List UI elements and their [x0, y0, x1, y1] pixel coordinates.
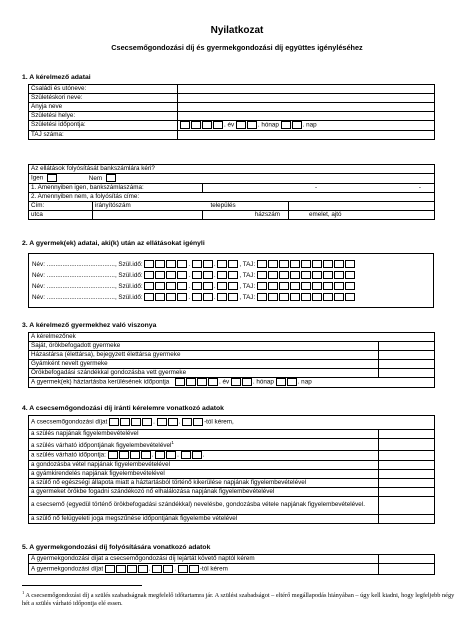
row-label: Családi és utóneve: [29, 85, 178, 94]
taj-field[interactable] [178, 130, 435, 139]
table-row [29, 416, 435, 430]
digit-box[interactable] [192, 260, 202, 268]
digit-box[interactable] [141, 451, 151, 459]
table-row [29, 439, 435, 451]
taj-label: , TAJ: [239, 261, 256, 268]
day-boxes[interactable] [281, 121, 303, 130]
digit-box[interactable] [334, 282, 344, 290]
row-label: Születési időpontja: [29, 121, 178, 131]
digit-box[interactable] [345, 260, 355, 268]
row-label: Saját, örökbefogadott gyermeke [29, 342, 379, 351]
child-taj-boxes[interactable] [257, 281, 356, 292]
month-boxes[interactable] [236, 121, 258, 130]
document-subtitle: Csecsemőgondozási díj és gyermekgondozási díj együttes igényléséhez [111, 43, 363, 52]
dob-label: , Szül.idő: [114, 283, 143, 290]
row-label: Örökbefogadási szándékkal gondozásba vett gyermeke [29, 369, 379, 378]
table-row [29, 378, 435, 388]
digit-box[interactable] [155, 260, 165, 268]
digit-box[interactable] [208, 378, 218, 386]
digit-box[interactable] [323, 260, 333, 268]
digit-box[interactable] [301, 271, 311, 279]
month-label: . hónap [252, 378, 274, 386]
yes-checkbox[interactable] [47, 174, 57, 182]
table-row [29, 103, 435, 112]
digit-box[interactable] [247, 121, 257, 129]
digit-box[interactable] [334, 271, 344, 279]
digit-box[interactable] [279, 260, 289, 268]
section-2-heading: 2. A gyermek(ek) adatai, aki(k) után az ellátásokat igényli [22, 240, 205, 247]
digit-box[interactable] [312, 293, 322, 301]
digit-box[interactable] [163, 565, 173, 573]
dob-label: , Szül.idő: [114, 294, 143, 301]
digit-box[interactable] [301, 260, 311, 268]
footnote-marker: 1 [22, 590, 25, 595]
digit-box[interactable] [166, 282, 176, 290]
bank-table [28, 164, 435, 220]
footnote-marker: 1 [171, 440, 174, 445]
row-label: Születési helye: [29, 112, 178, 121]
csed-label: A csecsemőgondozási díjat [31, 418, 108, 426]
digit-box[interactable] [217, 271, 227, 279]
digit-box[interactable] [268, 282, 278, 290]
mother-name-field[interactable] [178, 103, 435, 112]
digit-box[interactable] [334, 293, 344, 301]
gyed-table [28, 554, 435, 575]
bank-question: Az ellátások folyósítását bankszámlára kéri? [29, 165, 435, 174]
digit-box[interactable] [127, 565, 137, 573]
digit-box[interactable] [193, 418, 203, 426]
row-label: A gyermek(ek) háztartásba kerülésének időpontja [31, 378, 170, 386]
no-label: Nem [88, 174, 103, 182]
digit-box[interactable] [301, 293, 311, 301]
address-label: Cím: [29, 201, 93, 210]
year-label: . év [219, 378, 230, 386]
footnote-text: A csecsemőgondozási díj a szülés szabadságnak megfelelő időtartamra jár. A szülési szabadságot – eltérő megállapodás hiányában – úgy kell kiadni, hogy legfeljebb négy hét a szülés várható időpontja elé essen. [22, 592, 455, 608]
digit-box[interactable] [177, 260, 187, 268]
digit-box[interactable] [186, 378, 196, 386]
digit-box[interactable] [268, 260, 278, 268]
section-4-heading: 4. A csecsemőgondozási díj iránti kérelemre vonatkozó adatok [22, 405, 224, 412]
relationship-table [28, 332, 435, 388]
table-row [29, 333, 435, 342]
digit-box[interactable] [345, 271, 355, 279]
row-label: a gondozásba vétel napjának figyelembevételével [29, 460, 379, 469]
footnote [22, 589, 456, 608]
csed-table [28, 415, 435, 524]
digit-box[interactable] [192, 451, 202, 459]
digit-box[interactable] [182, 418, 192, 426]
digit-box[interactable] [345, 282, 355, 290]
row-label: Házastársa (élettársa), bejegyzett élettársa gyermeke [29, 351, 379, 360]
table-row [29, 496, 435, 514]
digit-box[interactable] [178, 565, 188, 573]
digit-box[interactable] [144, 260, 154, 268]
table-row [29, 165, 435, 174]
digit-box[interactable] [334, 260, 344, 268]
taj-label: , TAJ: [239, 294, 256, 301]
table-row [29, 201, 435, 210]
digit-box[interactable] [192, 282, 202, 290]
table-row [29, 487, 435, 496]
digit-box[interactable] [152, 565, 162, 573]
children-table [28, 253, 434, 308]
digit-box[interactable] [257, 293, 267, 301]
digit-box[interactable] [177, 282, 187, 290]
birthplace-field[interactable] [178, 112, 435, 121]
digit-box[interactable] [276, 378, 286, 386]
table-row [29, 369, 435, 378]
digit-box[interactable] [312, 260, 322, 268]
csed-tail: -tól kérem, [204, 418, 234, 426]
child-row[interactable] [32, 259, 430, 270]
start-date-boxes[interactable]: . . [109, 418, 204, 427]
child-name-label: Név: ....................................... [32, 261, 115, 268]
digit-box[interactable] [217, 293, 227, 301]
digit-box[interactable] [290, 260, 300, 268]
child-date-boxes[interactable]: . . [144, 270, 239, 281]
row-label: a szülés napjának figyelembevételével [29, 430, 379, 439]
option-checkbox[interactable] [379, 496, 435, 514]
digit-box[interactable] [203, 293, 213, 301]
bank-account-label: 1. Amennyiben igen, bankszámlaszáma: [29, 183, 203, 192]
section-5-heading: 5. A gyermekgondozási díj folyósítására vonatkozó adatok [22, 544, 211, 551]
adoption-child-checkbox[interactable] [379, 369, 435, 378]
digit-box[interactable] [257, 282, 267, 290]
table-row [29, 174, 435, 184]
digit-box[interactable] [257, 271, 267, 279]
digit-box[interactable] [191, 121, 201, 129]
digit-box[interactable] [116, 565, 126, 573]
household-date-row[interactable] [29, 378, 435, 388]
table-row [29, 360, 435, 369]
digit-box[interactable] [144, 271, 154, 279]
month-label: . hónap [257, 121, 279, 129]
day-label: . nap [302, 121, 317, 129]
table-row [29, 451, 435, 461]
digit-box[interactable] [192, 271, 202, 279]
dob-label: , Szül.idő: [114, 261, 143, 268]
digit-box[interactable] [177, 271, 187, 279]
digit-box[interactable] [257, 260, 267, 268]
gyed-tail: -tól kérem [199, 565, 228, 573]
child-date-boxes[interactable]: . . [144, 292, 239, 303]
digit-box[interactable] [323, 293, 333, 301]
digit-box[interactable] [203, 260, 213, 268]
table-row [29, 430, 435, 439]
table-row [29, 478, 435, 487]
digit-box[interactable] [155, 271, 165, 279]
bank-account-field[interactable] [203, 183, 435, 192]
floor-door-label: emelet, ajtó [289, 210, 435, 219]
digit-box[interactable] [242, 378, 252, 386]
month-boxes[interactable] [231, 378, 253, 387]
digit-box[interactable] [268, 271, 278, 279]
child-name-label: Név: ....................................... [32, 272, 115, 279]
table-row [29, 469, 435, 478]
row-label: A gyermekgondozási díjat [31, 565, 104, 573]
digit-box[interactable] [189, 565, 199, 573]
option-checkbox[interactable] [379, 469, 435, 478]
option-checkbox[interactable] [379, 430, 435, 439]
document-title: Nyilatkozat [210, 25, 264, 36]
section-3-heading: 3. A kérelmező gyermekhez való viszonya [22, 322, 157, 329]
digit-box[interactable] [138, 565, 148, 573]
digit-box[interactable] [177, 293, 187, 301]
row-label: TAJ száma: [29, 130, 178, 139]
expected-date-row[interactable] [29, 451, 379, 461]
child-taj-boxes[interactable] [257, 259, 356, 270]
table-row [29, 342, 435, 351]
year-boxes[interactable] [175, 378, 219, 387]
option-checkbox[interactable] [379, 564, 435, 575]
taj-label: , TAJ: [239, 272, 256, 279]
digit-box[interactable] [290, 282, 300, 290]
child-row[interactable] [32, 281, 430, 292]
child-row[interactable] [32, 270, 430, 281]
child-name-label: Név: ....................................... [32, 294, 115, 301]
table-row [29, 555, 435, 564]
row-label: Gyámként nevelt gyermeke [29, 360, 379, 369]
digit-box[interactable] [323, 271, 333, 279]
row-label: a gyermeket örökbe fogadni szándékozó nő elhalálozása napjának figyelembevételével [29, 487, 379, 496]
row-label: A gyermekgondozási díjat a csecsemőgondozási díj lejártát követő naptól kérem [29, 555, 379, 564]
digit-box[interactable] [130, 451, 140, 459]
digit-box[interactable] [228, 293, 238, 301]
digit-box[interactable] [144, 282, 154, 290]
option-checkbox[interactable] [379, 478, 435, 487]
applicant-table [28, 84, 435, 140]
year-label: . év [224, 121, 235, 129]
taj-label: , TAJ: [239, 283, 256, 290]
row-label: Anyja neve [29, 103, 178, 112]
option-checkbox[interactable] [379, 460, 435, 469]
digit-box[interactable] [203, 271, 213, 279]
digit-box[interactable] [217, 260, 227, 268]
row-label: a gyámkirendelés napjának figyelembevételével [29, 469, 379, 478]
dash: - [315, 183, 318, 191]
option-checkbox[interactable] [379, 451, 435, 461]
option-checkbox[interactable] [379, 487, 435, 496]
yes-label: Igen [31, 174, 44, 182]
table-row [29, 183, 435, 192]
gyed-date-boxes[interactable]: . . [105, 565, 200, 574]
table-row [29, 514, 435, 523]
row-label: a szülő nő felügyeleti joga megszűnése időpontjának figyelembe vételével [29, 514, 379, 523]
street-field[interactable] [93, 210, 203, 219]
dash: - [418, 183, 421, 191]
digit-box[interactable] [228, 271, 238, 279]
digit-box[interactable] [109, 418, 119, 426]
digit-box[interactable] [301, 282, 311, 290]
digit-box[interactable] [155, 282, 165, 290]
digit-box[interactable] [166, 293, 176, 301]
postal-address-label: 2. Amennyiben nem, a folyósítás címe: [29, 192, 435, 201]
option-checkbox[interactable] [379, 514, 435, 523]
table-row [29, 564, 435, 575]
digit-box[interactable] [166, 271, 176, 279]
digit-box[interactable] [228, 260, 238, 268]
digit-box[interactable] [155, 451, 165, 459]
option-checkbox[interactable] [379, 439, 435, 451]
option-label: a szülés várható időpontjának figyelembevételével [31, 442, 172, 450]
year-boxes[interactable] [180, 121, 224, 130]
csed-start-row[interactable] [29, 416, 435, 430]
day-boxes[interactable] [276, 378, 298, 387]
digit-box[interactable] [197, 378, 207, 386]
section-1-heading: 1. A kérelmező adatai [22, 74, 91, 81]
relationship-header: A kérelmezőnek [29, 333, 435, 342]
digit-box[interactable] [279, 282, 289, 290]
city-label: település [163, 201, 289, 210]
row-label [29, 439, 379, 451]
digit-box[interactable] [120, 418, 130, 426]
digit-box[interactable] [180, 121, 190, 129]
digit-box[interactable] [155, 293, 165, 301]
digit-box[interactable] [287, 378, 297, 386]
spouse-child-checkbox[interactable] [379, 351, 435, 360]
day-label: . nap [297, 378, 312, 386]
child-taj-boxes[interactable] [257, 292, 356, 303]
table-row [29, 94, 435, 103]
own-child-checkbox[interactable] [379, 342, 435, 351]
digit-box[interactable] [312, 271, 322, 279]
digit-box[interactable] [217, 282, 227, 290]
house-number-label: házszám [203, 210, 289, 219]
digit-box[interactable] [213, 121, 223, 129]
digit-box[interactable] [231, 378, 241, 386]
child-row[interactable] [32, 292, 430, 303]
gyed-date-row[interactable] [29, 564, 379, 575]
row-label: a szülő nő egészségi állapota miatt a háztartásból történő kikerülése napjának figyelembevételével [29, 478, 379, 487]
digit-box[interactable] [157, 418, 167, 426]
table-row [29, 112, 435, 121]
table-row [29, 85, 435, 94]
digit-box[interactable] [192, 293, 202, 301]
address-blank[interactable] [289, 201, 435, 210]
child-date-boxes[interactable]: . . [144, 259, 239, 270]
option-checkbox[interactable] [379, 555, 435, 564]
digit-box[interactable] [119, 451, 129, 459]
footnote-divider [22, 585, 142, 586]
digit-box[interactable] [279, 271, 289, 279]
digit-box[interactable] [166, 451, 176, 459]
name-field[interactable] [178, 85, 435, 94]
digit-box[interactable] [345, 293, 355, 301]
digit-box[interactable] [181, 451, 191, 459]
digit-box[interactable] [131, 418, 141, 426]
no-checkbox[interactable] [106, 174, 116, 182]
digit-box[interactable] [228, 282, 238, 290]
birth-date-field[interactable] [178, 121, 435, 131]
digit-box[interactable] [142, 418, 152, 426]
digit-box[interactable] [290, 293, 300, 301]
digit-box[interactable] [105, 565, 115, 573]
birth-name-field[interactable] [178, 94, 435, 103]
digit-box[interactable] [175, 378, 185, 386]
child-name-label: Név: ....................................... [32, 283, 115, 290]
digit-box[interactable] [108, 451, 118, 459]
digit-box[interactable] [268, 293, 278, 301]
digit-box[interactable] [292, 121, 302, 129]
guardian-child-checkbox[interactable] [379, 360, 435, 369]
digit-box[interactable] [290, 271, 300, 279]
digit-box[interactable] [144, 293, 154, 301]
zip-label: irányítószám [93, 201, 163, 210]
row-label: Születéskori neve: [29, 94, 178, 103]
digit-box[interactable] [166, 260, 176, 268]
row-label: a szülés várható időpontja: [31, 451, 106, 459]
digit-box[interactable] [279, 293, 289, 301]
row-label: a csecsemő (egyedül történő örökbefogadási szándékkal) nevelésbe, gondozásba vétele napjának figyelembevételével. [29, 496, 379, 514]
digit-box[interactable] [236, 121, 246, 129]
table-row [29, 121, 435, 131]
table-row [29, 192, 435, 201]
child-date-boxes[interactable]: . . [144, 281, 239, 292]
table-row [29, 210, 435, 219]
digit-box[interactable] [281, 121, 291, 129]
digit-box[interactable] [168, 418, 178, 426]
digit-box[interactable] [202, 121, 212, 129]
digit-box[interactable] [323, 282, 333, 290]
street-label: utca [29, 210, 93, 219]
child-taj-boxes[interactable] [257, 270, 356, 281]
table-row [29, 130, 435, 139]
digit-box[interactable] [312, 282, 322, 290]
table-row [29, 351, 435, 360]
table-row [29, 460, 435, 469]
expected-date-boxes[interactable]: . . . [108, 451, 205, 460]
dob-label: , Szül.idő: [114, 272, 143, 279]
digit-box[interactable] [203, 282, 213, 290]
